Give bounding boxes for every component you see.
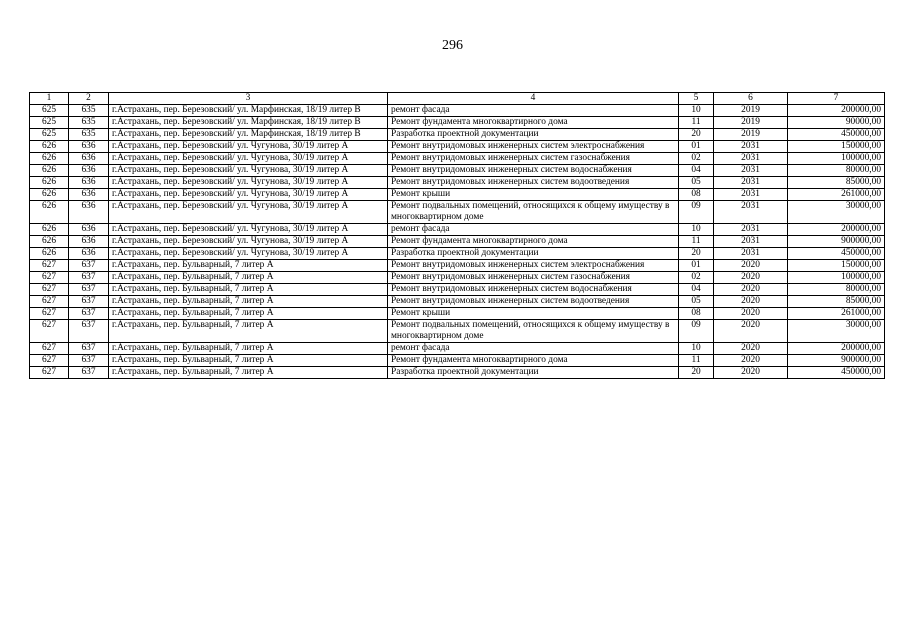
address-cell: г.Астрахань, пер. Бульварный, 7 литер А	[109, 284, 388, 296]
work-code-cell: 04	[679, 165, 714, 177]
work-code-cell: 10	[679, 343, 714, 355]
address-cell: г.Астрахань, пер. Березовский/ ул. Марфинская, 18/19 литер В	[109, 105, 388, 117]
row-number-cell: 625	[30, 105, 69, 117]
house-number-cell: 635	[69, 129, 109, 141]
table-row	[30, 272, 885, 284]
address-cell: г.Астрахань, пер. Бульварный, 7 литер А	[109, 355, 388, 367]
year-cell: 2031	[714, 236, 788, 248]
cost-cell: 85000,00	[788, 177, 885, 189]
table-row	[30, 153, 885, 165]
cost-cell: 150000,00	[788, 141, 885, 153]
address-cell: г.Астрахань, пер. Бульварный, 7 литер А	[109, 343, 388, 355]
address-cell: г.Астрахань, пер. Березовский/ ул. Чугунова, 30/19 литер А	[109, 236, 388, 248]
row-number-cell: 626	[30, 189, 69, 201]
work-type-cell: Ремонт внутридомовых инженерных систем электроснабжения	[388, 260, 679, 272]
cost-cell: 80000,00	[788, 165, 885, 177]
table-row	[30, 129, 885, 141]
table-row	[30, 236, 885, 248]
table-row	[30, 105, 885, 117]
work-type-cell: Ремонт внутридомовых инженерных систем газоснабжения	[388, 272, 679, 284]
cost-cell: 450000,00	[788, 129, 885, 141]
work-code-cell: 20	[679, 129, 714, 141]
row-number-cell: 627	[30, 343, 69, 355]
cost-cell: 450000,00	[788, 367, 885, 379]
table-row	[30, 177, 885, 189]
work-type-cell: Ремонт внутридомовых инженерных систем водоотведения	[388, 177, 679, 189]
year-cell: 2020	[714, 308, 788, 320]
address-cell: г.Астрахань, пер. Березовский/ ул. Марфинская, 18/19 литер В	[109, 117, 388, 129]
work-type-cell: Ремонт внутридомовых инженерных систем водоотведения	[388, 296, 679, 308]
column-header: 6	[714, 93, 788, 105]
page-number: 296	[442, 38, 463, 53]
work-type-cell: Ремонт внутридомовых инженерных систем электроснабжения	[388, 141, 679, 153]
house-number-cell: 637	[69, 272, 109, 284]
cost-cell: 261000,00	[788, 308, 885, 320]
work-code-cell: 08	[679, 308, 714, 320]
cost-cell: 450000,00	[788, 248, 885, 260]
row-number-cell: 627	[30, 284, 69, 296]
table-row	[30, 296, 885, 308]
work-code-cell: 01	[679, 260, 714, 272]
table-row	[30, 260, 885, 272]
work-code-cell: 02	[679, 272, 714, 284]
house-number-cell: 637	[69, 308, 109, 320]
address-cell: г.Астрахань, пер. Березовский/ ул. Чугунова, 30/19 литер А	[109, 153, 388, 165]
work-code-cell: 01	[679, 141, 714, 153]
column-header: 2	[69, 93, 109, 105]
work-type-cell: Разработка проектной документации	[388, 367, 679, 379]
house-number-cell: 637	[69, 284, 109, 296]
house-number-cell: 636	[69, 201, 109, 224]
house-number-cell: 637	[69, 367, 109, 379]
cost-cell: 30000,00	[788, 201, 885, 224]
year-cell: 2031	[714, 189, 788, 201]
row-number-cell: 627	[30, 355, 69, 367]
year-cell: 2020	[714, 343, 788, 355]
row-number-cell: 626	[30, 201, 69, 224]
house-number-cell: 637	[69, 260, 109, 272]
row-number-cell: 626	[30, 224, 69, 236]
cost-cell: 200000,00	[788, 343, 885, 355]
house-number-cell: 636	[69, 189, 109, 201]
house-number-cell: 636	[69, 236, 109, 248]
house-number-cell: 636	[69, 248, 109, 260]
cost-cell: 100000,00	[788, 272, 885, 284]
cost-cell: 261000,00	[788, 189, 885, 201]
work-type-cell: Разработка проектной документации	[388, 248, 679, 260]
cost-cell: 85000,00	[788, 296, 885, 308]
row-number-cell: 627	[30, 296, 69, 308]
table-row	[30, 165, 885, 177]
work-code-cell: 10	[679, 224, 714, 236]
house-number-cell: 637	[69, 320, 109, 343]
cost-cell: 200000,00	[788, 105, 885, 117]
house-number-cell: 635	[69, 105, 109, 117]
table-row	[30, 343, 885, 355]
cost-cell: 900000,00	[788, 355, 885, 367]
table-row	[30, 224, 885, 236]
row-number-cell: 625	[30, 117, 69, 129]
year-cell: 2020	[714, 284, 788, 296]
work-type-cell: Ремонт фундамента многоквартирного дома	[388, 117, 679, 129]
row-number-cell: 626	[30, 153, 69, 165]
table-row	[30, 308, 885, 320]
address-cell: г.Астрахань, пер. Березовский/ ул. Чугунова, 30/19 литер А	[109, 177, 388, 189]
work-code-cell: 11	[679, 355, 714, 367]
row-number-cell: 626	[30, 236, 69, 248]
year-cell: 2020	[714, 355, 788, 367]
work-code-cell: 20	[679, 367, 714, 379]
column-header: 3	[109, 93, 388, 105]
table-body	[30, 93, 885, 379]
work-type-cell: ремонт фасада	[388, 224, 679, 236]
address-cell: г.Астрахань, пер. Березовский/ ул. Чугунова, 30/19 литер А	[109, 248, 388, 260]
work-type-cell: Ремонт крыши	[388, 308, 679, 320]
year-cell: 2031	[714, 201, 788, 224]
year-cell: 2031	[714, 153, 788, 165]
address-cell: г.Астрахань, пер. Бульварный, 7 литер А	[109, 296, 388, 308]
house-number-cell: 636	[69, 177, 109, 189]
capital-repair-table	[29, 92, 885, 379]
column-header: 5	[679, 93, 714, 105]
cost-cell: 90000,00	[788, 117, 885, 129]
row-number-cell: 626	[30, 248, 69, 260]
column-header: 1	[30, 93, 69, 105]
work-code-cell: 04	[679, 284, 714, 296]
year-cell: 2019	[714, 117, 788, 129]
address-cell: г.Астрахань, пер. Березовский/ ул. Чугунова, 30/19 литер А	[109, 201, 388, 224]
address-cell: г.Астрахань, пер. Бульварный, 7 литер А	[109, 272, 388, 284]
work-code-cell: 20	[679, 248, 714, 260]
work-type-cell: Ремонт фундамента многоквартирного дома	[388, 355, 679, 367]
work-code-cell: 09	[679, 201, 714, 224]
work-code-cell: 02	[679, 153, 714, 165]
table-row	[30, 117, 885, 129]
house-number-cell: 636	[69, 153, 109, 165]
row-number-cell: 627	[30, 320, 69, 343]
year-cell: 2020	[714, 296, 788, 308]
row-number-cell: 627	[30, 308, 69, 320]
work-type-cell: Ремонт внутридомовых инженерных систем водоснабжения	[388, 165, 679, 177]
table-row	[30, 201, 885, 224]
year-cell: 2020	[714, 367, 788, 379]
work-code-cell: 05	[679, 177, 714, 189]
house-number-cell: 637	[69, 296, 109, 308]
year-cell: 2020	[714, 260, 788, 272]
row-number-cell: 626	[30, 141, 69, 153]
row-number-cell: 626	[30, 165, 69, 177]
table-row	[30, 189, 885, 201]
work-type-cell: ремонт фасада	[388, 343, 679, 355]
year-cell: 2031	[714, 165, 788, 177]
work-type-cell: Ремонт фундамента многоквартирного дома	[388, 236, 679, 248]
cost-cell: 900000,00	[788, 236, 885, 248]
work-code-cell: 05	[679, 296, 714, 308]
table-row	[30, 320, 885, 343]
work-code-cell: 11	[679, 117, 714, 129]
year-cell: 2031	[714, 248, 788, 260]
row-number-cell: 627	[30, 272, 69, 284]
work-type-cell: Ремонт внутридомовых инженерных систем водоснабжения	[388, 284, 679, 296]
address-cell: г.Астрахань, пер. Бульварный, 7 литер А	[109, 320, 388, 343]
house-number-cell: 636	[69, 224, 109, 236]
table-row	[30, 284, 885, 296]
address-cell: г.Астрахань, пер. Бульварный, 7 литер А	[109, 260, 388, 272]
year-cell: 2020	[714, 272, 788, 284]
work-code-cell: 10	[679, 105, 714, 117]
year-cell: 2031	[714, 141, 788, 153]
cost-cell: 100000,00	[788, 153, 885, 165]
house-number-cell: 636	[69, 141, 109, 153]
work-type-cell: Ремонт внутридомовых инженерных систем газоснабжения	[388, 153, 679, 165]
year-cell: 2019	[714, 129, 788, 141]
column-header: 4	[388, 93, 679, 105]
house-number-cell: 635	[69, 117, 109, 129]
year-cell: 2031	[714, 224, 788, 236]
year-cell: 2020	[714, 320, 788, 343]
work-type-cell: Ремонт подвальных помещений, относящихся к общему имуществу в многоквартирном доме	[388, 201, 679, 224]
work-code-cell: 08	[679, 189, 714, 201]
row-number-cell: 627	[30, 367, 69, 379]
work-type-cell: Ремонт подвальных помещений, относящихся к общему имуществу в многоквартирном доме	[388, 320, 679, 343]
address-cell: г.Астрахань, пер. Березовский/ ул. Марфинская, 18/19 литер В	[109, 129, 388, 141]
table-row	[30, 367, 885, 379]
work-code-cell: 11	[679, 236, 714, 248]
table-row	[30, 248, 885, 260]
work-code-cell: 09	[679, 320, 714, 343]
year-cell: 2019	[714, 105, 788, 117]
address-cell: г.Астрахань, пер. Березовский/ ул. Чугунова, 30/19 литер А	[109, 224, 388, 236]
work-type-cell: Ремонт крыши	[388, 189, 679, 201]
work-type-cell: ремонт фасада	[388, 105, 679, 117]
cost-cell: 30000,00	[788, 320, 885, 343]
house-number-cell: 637	[69, 343, 109, 355]
address-cell: г.Астрахань, пер. Бульварный, 7 литер А	[109, 308, 388, 320]
cost-cell: 200000,00	[788, 224, 885, 236]
table-row	[30, 355, 885, 367]
column-header: 7	[788, 93, 885, 105]
row-number-cell: 626	[30, 177, 69, 189]
cost-cell: 80000,00	[788, 284, 885, 296]
address-cell: г.Астрахань, пер. Березовский/ ул. Чугунова, 30/19 литер А	[109, 141, 388, 153]
cost-cell: 150000,00	[788, 260, 885, 272]
house-number-cell: 636	[69, 165, 109, 177]
work-type-cell: Разработка проектной документации	[388, 129, 679, 141]
row-number-cell: 627	[30, 260, 69, 272]
table-header-row	[30, 93, 885, 105]
address-cell: г.Астрахань, пер. Бульварный, 7 литер А	[109, 367, 388, 379]
row-number-cell: 625	[30, 129, 69, 141]
year-cell: 2031	[714, 177, 788, 189]
table-row	[30, 141, 885, 153]
address-cell: г.Астрахань, пер. Березовский/ ул. Чугунова, 30/19 литер А	[109, 165, 388, 177]
house-number-cell: 637	[69, 355, 109, 367]
address-cell: г.Астрахань, пер. Березовский/ ул. Чугунова, 30/19 литер А	[109, 189, 388, 201]
